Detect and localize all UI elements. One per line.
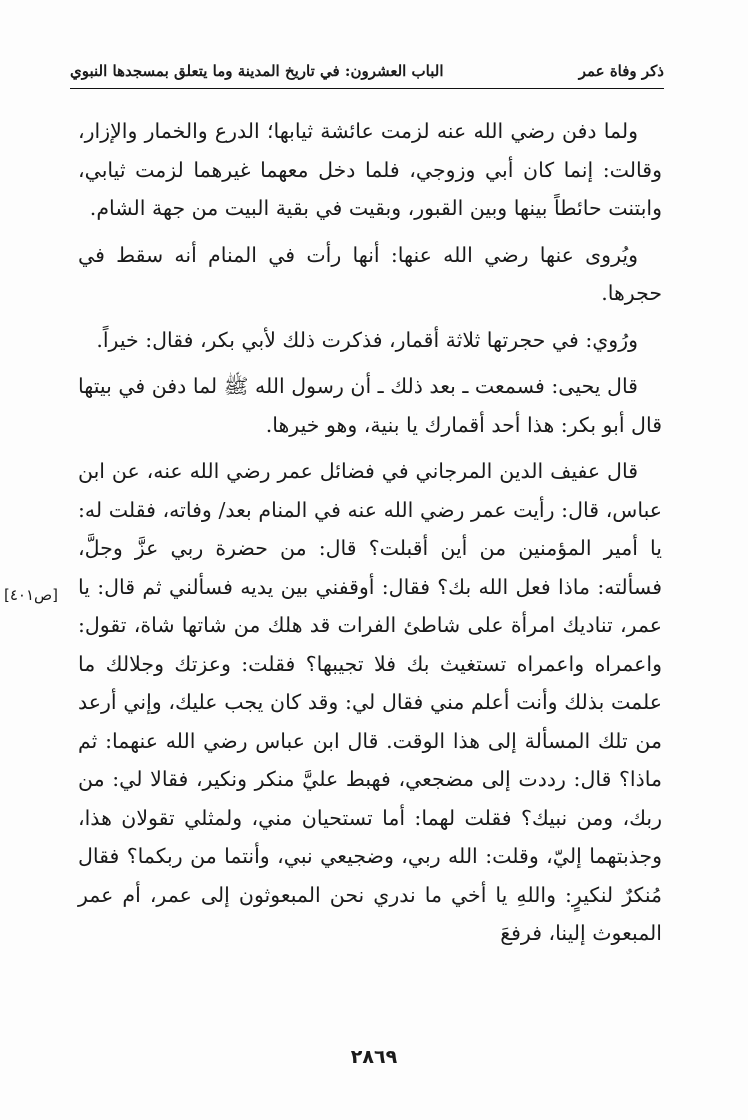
paragraph: ورُوي: في حجرتها ثلاثة أقمار، فذكرت ذلك لأبي بكر، فقال: خيراً.	[96, 327, 638, 352]
paragraph: قال عفيف الدين المرجاني في فضائل عمر رضي الله عنه، عن ابن عباس، قال: رأيت عمر رضي الله عنه في المنام بعد/ وفاته، فقلت له: يا أمير المؤمنين من أين أقبلت؟ قال: من حضرة ربي عزَّ وجلَّ، فسألته: ماذا فعل الله بك؟ فقال: أوقفني بين يديه فسألني ثم قال: يا عمر، تناديك امرأة على شاطئ الفرات قد هلك من شاتها شاة، تقول: واعمراه واعمراه تستغيث بك فلا تجيبها؟ فقلت: وعزتك وجلالك ما علمت بذلك وأنت أعلم مني فقال لي: وقد كان يجب عليك، وإني أرعد من تلك المسألة إلى هذا الوقت. قال ابن عباس رضي الله عنهما: ثم ماذا؟ قال: رددت إلى مضجعي، فهبط عليَّ منكر ونكير، فقالا لي: من ربك، ومن نبيك؟ فقلت لهما: أما تستحيان مني، ولمثلي تقولان هذا، وجذبتهما إليّ، وقلت: الله ربي، وضجيعي نبي، وأنتما من ربكما؟ فقال مُنكرٌ لنكيرٍ: واللهِ يا أخي ما ندري نحن المبعوثون إلى عمر، أم عمر المبعوث إلينا، فرفعَ	[78, 459, 662, 945]
header-chapter-title: ذكر وفاة عمر	[578, 62, 664, 80]
running-header	[70, 58, 664, 84]
paragraph: ويُروى عنها رضي الله عنها: أنها رأت في المنام أنه سقط في حجرها.	[78, 242, 662, 305]
paragraph: ولما دفن رضي الله عنه لزمت عائشة ثيابها؛ الدرع والخمار والإزار، وقالت: إنما كان أبي وزوجي، فلما دخل معهما غيرهما لزمت ثيابي، وابتنت حائطاً بينها وبين القبور، وبقيت في بقية البيت من جهة الشام.	[78, 119, 662, 220]
header-section-title: الباب العشرون: في تاريخ المدينة وما يتعلق بمسجدها النبوي	[70, 62, 444, 80]
page-number: ٢٨٦٩	[350, 1046, 398, 1068]
main-text	[78, 112, 662, 953]
paragraph: قال يحيى: فسمعت ـ بعد ذلك ـ أن رسول الله ﷺ لما دفن في بيتها قال أبو بكر: هذا أحد أقمارك يا بنية، وهو خيرها.	[78, 374, 662, 437]
manuscript-page-marker: [ص٤٠١]	[4, 586, 59, 604]
header-rule	[70, 88, 664, 89]
